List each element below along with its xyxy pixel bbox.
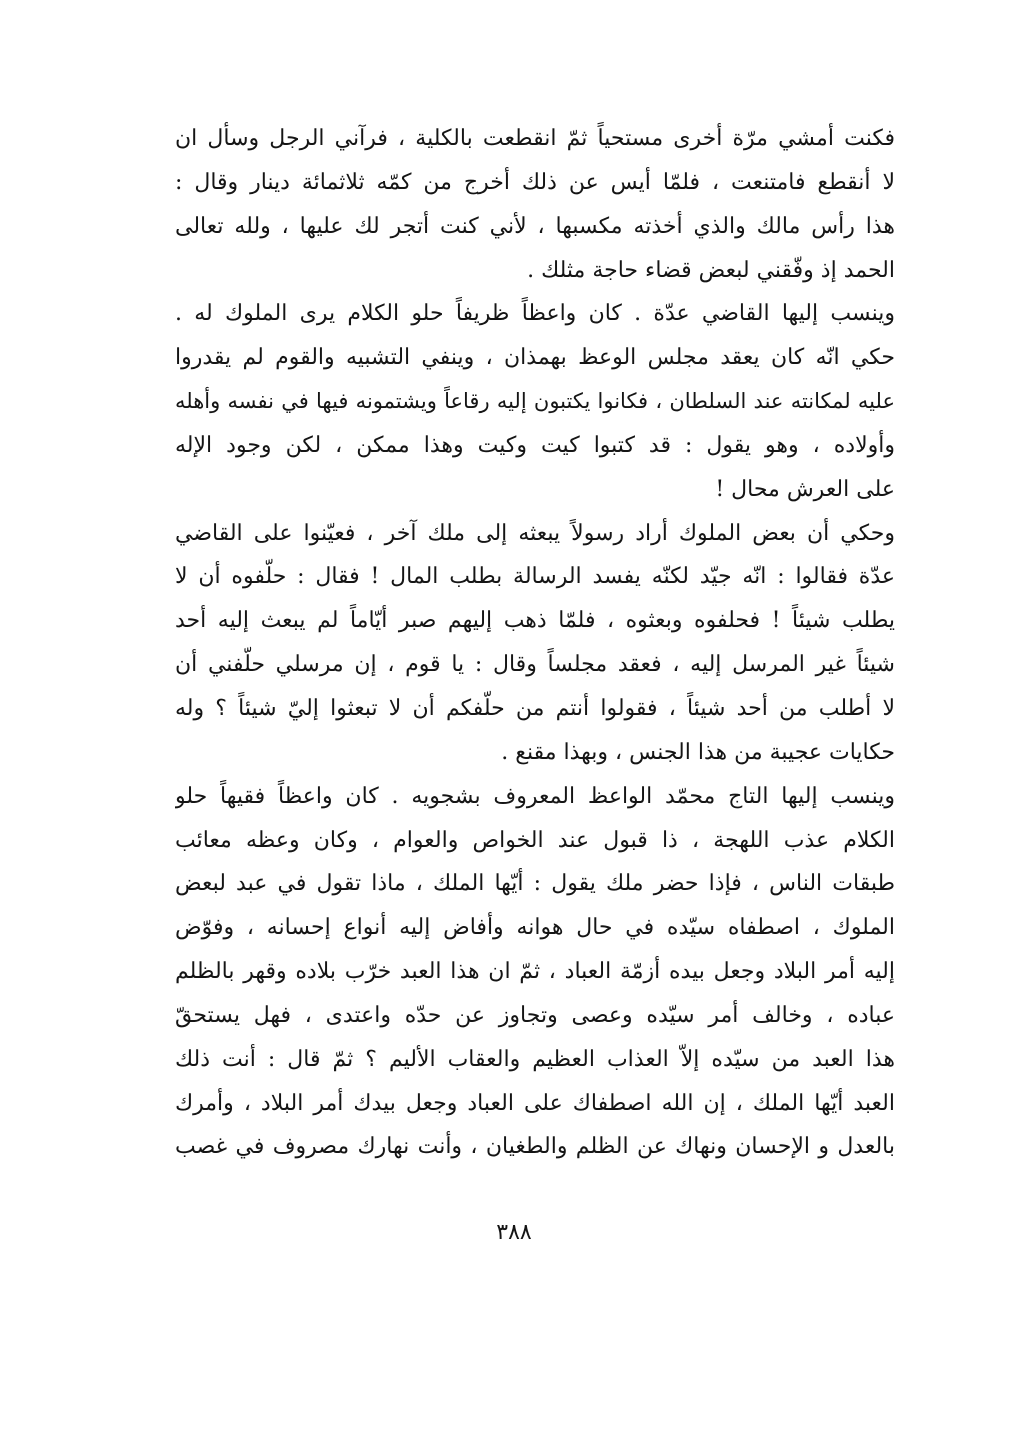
text-line: عدّة فقالوا : انّه جيّد لكنّه يفسد الرسالة بطلب المال ! فقال : حلّفوه أن لا bbox=[175, 564, 895, 590]
body-text bbox=[175, 117, 895, 1169]
text-line: وأولاده ، وهو يقول : قد كتبوا كيت وكيت وهذا ممكن ، لكن وجود الإله bbox=[175, 432, 895, 458]
text-line: لا أنقطع فامتنعت ، فلمّا أيس عن ذلك أخرج من كمّه ثلاثمائة دينار وقال : bbox=[175, 169, 895, 195]
text-line: طبقات الناس ، فإذا حضر ملك يقول : أيّها الملك ، ماذا تقول في عبد لبعض bbox=[175, 871, 895, 897]
text-line: عليه لمكانته عند السلطان ، فكانوا يكتبون إليه رقاعاً ويشتمونه فيها في نفسه وأهله bbox=[175, 389, 895, 414]
text-line: عباده ، وخالف أمر سيّده وعصى وتجاوز عن حدّه واعتدى ، فهل يستحقّ bbox=[175, 1002, 895, 1028]
text-line: شيئاً غير المرسل إليه ، فعقد مجلساً وقال : يا قوم ، إن مرسلي حلّفني أن bbox=[175, 652, 895, 678]
text-line: العبد أيّها الملك ، إن الله اصطفاك على العباد وجعل بيدك أمر البلاد ، وأمرك bbox=[175, 1090, 895, 1116]
text-line: فكنت أمشي مرّة أخرى مستحياً ثمّ انقطعت بالكلية ، فرآني الرجل وسأل ان bbox=[175, 126, 895, 151]
text-line: يطلب شيئاً ! فحلفوه وبعثوه ، فلمّا ذهب إليهم صبر أيّاماً لم يبعث إليه أحد bbox=[175, 608, 895, 634]
text-line: الملوك ، اصطفاه سيّده في حال هوانه وأفاض إليه أنواع إحسانه ، وفوّض bbox=[175, 915, 895, 941]
text-line: الكلام عذب اللهجة ، ذا قبول عند الخواص والعوام ، وكان وعظه معائب bbox=[175, 827, 895, 853]
text-line: وينسب إليها التاج محمّد الواعظ المعروف بشجويه . كان واعظاً فقيهاً حلو bbox=[175, 783, 895, 809]
text-line: حكايات عجيبة من هذا الجنس ، وبهذا مقنع . bbox=[501, 739, 895, 765]
text-line: بالعدل و الإحسان ونهاك عن الظلم والطغيان ، وأنت نهارك مصروف في غصب bbox=[175, 1134, 895, 1160]
text-line: وحكي أن بعض الملوك أراد رسولاً يبعثه إلى ملك آخر ، فعيّنوا على القاضي bbox=[175, 520, 895, 546]
text-line: هذا رأس مالك والذي أخذته مكسبها ، لأني كنت أتجر لك عليها ، ولله تعالى bbox=[175, 213, 895, 239]
text-line: حكي انّه كان يعقد مجلس الوعظ بهمذان ، وينفي التشبيه والقوم لم يقدروا bbox=[175, 345, 895, 371]
page-number: ٣٨٨ bbox=[496, 1220, 532, 1245]
text-line: لا أطلب من أحد شيئاً ، فقولوا أنتم من حلّفكم أن لا تبعثوا إليّ شيئاً ؟ وله bbox=[175, 695, 895, 721]
text-line: الحمد إذ وفّقني لبعض قضاء حاجة مثلك . bbox=[527, 257, 895, 283]
text-line: على العرش محال ! bbox=[715, 476, 895, 502]
text-line: وينسب إليها القاضي عدّة . كان واعظاً ظريفاً حلو الكلام يرى الملوك له . bbox=[175, 301, 895, 327]
text-line: إليه أمر البلاد وجعل بيده أزمّة العباد ، ثمّ ان هذا العبد خرّب بلاده وقهر بالظلم bbox=[175, 959, 895, 985]
text-line: هذا العبد من سيّده إلاّ العذاب العظيم والعقاب الأليم ؟ ثمّ قال : أنت ذلك bbox=[175, 1046, 895, 1072]
